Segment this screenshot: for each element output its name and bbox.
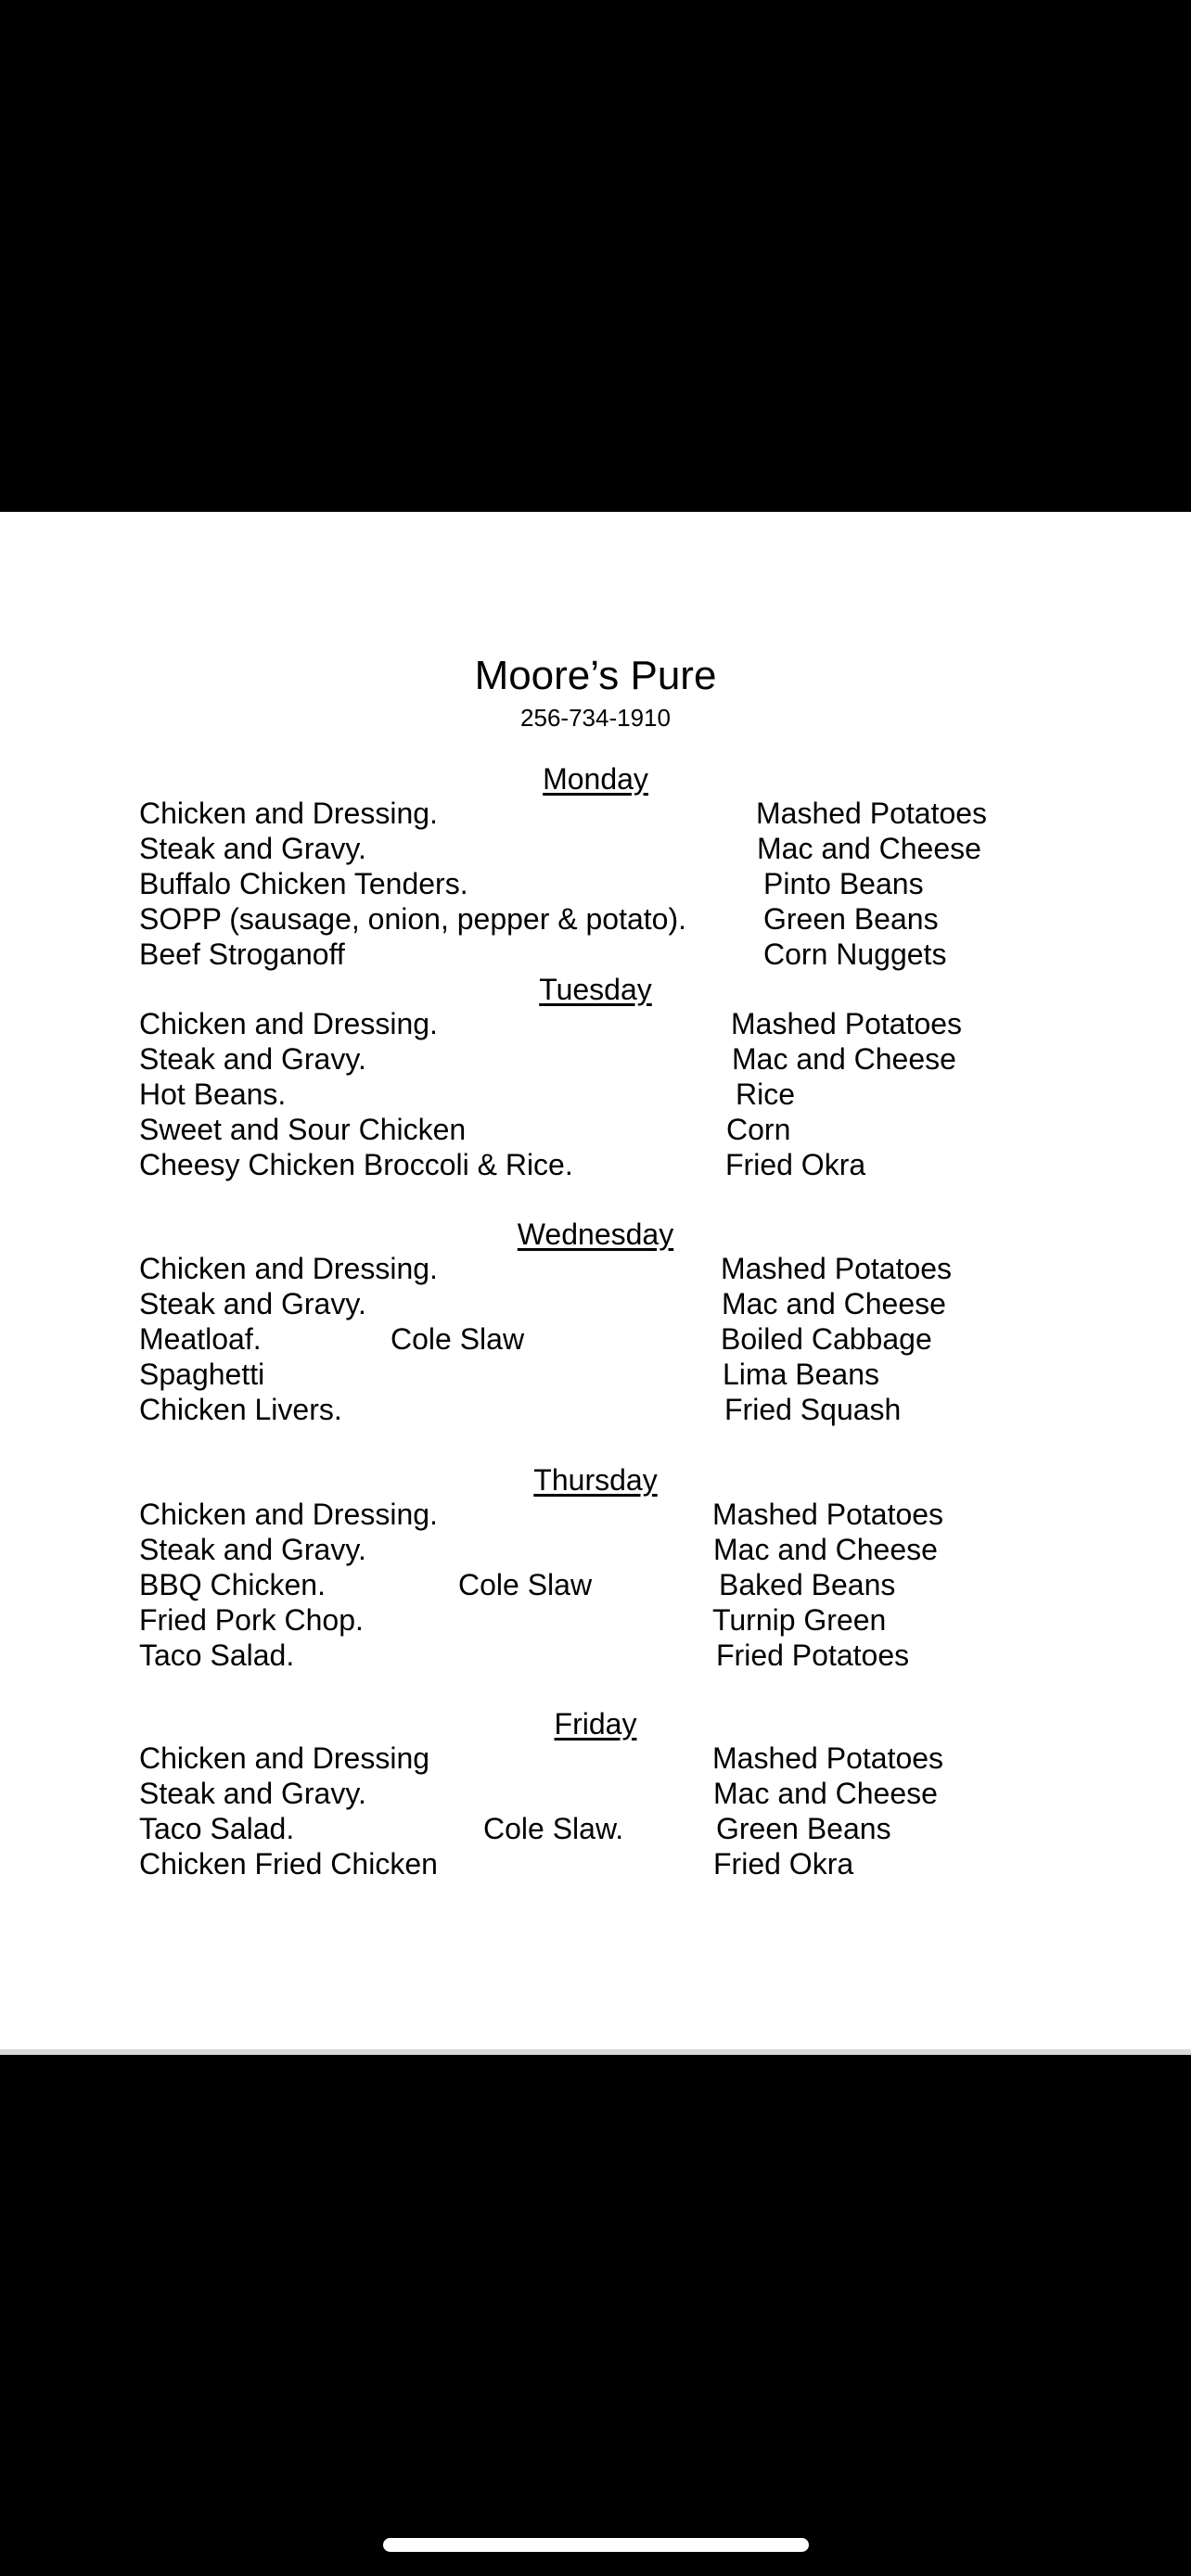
entree-item: Meatloaf. — [139, 1322, 262, 1356]
side-item: Mac and Cheese — [713, 1533, 938, 1566]
home-indicator-bar[interactable] — [383, 2538, 809, 2552]
entree-item: Spaghetti — [139, 1358, 265, 1391]
entree-item: Cheesy Chicken Broccoli & Rice. — [139, 1148, 573, 1181]
side-item: Mashed Potatoes — [712, 1741, 944, 1775]
side-item: Lima Beans — [723, 1358, 879, 1391]
top-black-band — [0, 0, 1191, 512]
day-heading-tuesday: Tuesday — [539, 973, 652, 1006]
entree-item: Hot Beans. — [139, 1078, 287, 1111]
entree-item: Steak and Gravy. — [139, 1777, 366, 1810]
phone-number: 256-734-1910 — [520, 704, 671, 732]
side-item: Mashed Potatoes — [731, 1007, 963, 1040]
extra-item: Cole Slaw — [458, 1568, 593, 1601]
entree-item: Chicken and Dressing. — [139, 1498, 438, 1531]
entree-item: Chicken and Dressing. — [139, 1252, 438, 1285]
entree-item: Chicken and Dressing — [139, 1741, 430, 1775]
side-item: Mashed Potatoes — [712, 1498, 944, 1531]
side-item: Corn — [726, 1113, 791, 1146]
day-heading-thursday: Thursday — [533, 1463, 658, 1497]
side-item: Green Beans — [763, 902, 939, 936]
side-item: Fried Okra — [725, 1148, 866, 1181]
side-item: Mac and Cheese — [713, 1777, 938, 1810]
menu-title: Moore’s Pure — [474, 653, 717, 698]
entree-item: Steak and Gravy. — [139, 832, 366, 865]
side-item: Fried Potatoes — [716, 1639, 910, 1672]
page-bottom-edge — [0, 2049, 1191, 2055]
side-item: Green Beans — [716, 1812, 891, 1845]
entree-item: Steak and Gravy. — [139, 1287, 366, 1320]
entree-item: Taco Salad. — [139, 1639, 295, 1672]
entree-item: Chicken and Dressing. — [139, 1007, 438, 1040]
side-item: Turnip Green — [712, 1603, 887, 1637]
side-item: Fried Squash — [724, 1393, 902, 1426]
entree-item: Buffalo Chicken Tenders. — [139, 867, 468, 900]
entree-item: Chicken Fried Chicken — [139, 1847, 438, 1881]
entree-item: Steak and Gravy. — [139, 1533, 366, 1566]
entree-item: SOPP (sausage, onion, pepper & potato). — [139, 902, 687, 936]
extra-item: Cole Slaw — [391, 1322, 525, 1356]
entree-item: BBQ Chicken. — [139, 1568, 326, 1601]
entree-item: Steak and Gravy. — [139, 1042, 366, 1076]
side-item: Pinto Beans — [763, 867, 924, 900]
entree-item: Beef Stroganoff — [139, 937, 345, 971]
side-item: Mac and Cheese — [722, 1287, 946, 1320]
side-item: Mashed Potatoes — [721, 1252, 953, 1285]
day-heading-monday: Monday — [543, 762, 648, 796]
extra-item: Cole Slaw. — [483, 1812, 624, 1845]
side-item: Mac and Cheese — [732, 1042, 956, 1076]
side-item: Mashed Potatoes — [756, 797, 988, 830]
day-heading-wednesday: Wednesday — [517, 1218, 674, 1251]
entree-item: Sweet and Sour Chicken — [139, 1113, 467, 1146]
side-item: Corn Nuggets — [763, 937, 947, 971]
side-item: Rice — [736, 1078, 796, 1111]
entree-item: Chicken Livers. — [139, 1393, 342, 1426]
side-item: Mac and Cheese — [757, 832, 981, 865]
side-item: Baked Beans — [719, 1568, 896, 1601]
day-heading-friday: Friday — [554, 1707, 637, 1741]
side-item: Boiled Cabbage — [721, 1322, 932, 1356]
entree-item: Chicken and Dressing. — [139, 797, 438, 830]
entree-item: Taco Salad. — [139, 1812, 295, 1845]
entree-item: Fried Pork Chop. — [139, 1603, 364, 1637]
side-item: Fried Okra — [713, 1847, 854, 1881]
